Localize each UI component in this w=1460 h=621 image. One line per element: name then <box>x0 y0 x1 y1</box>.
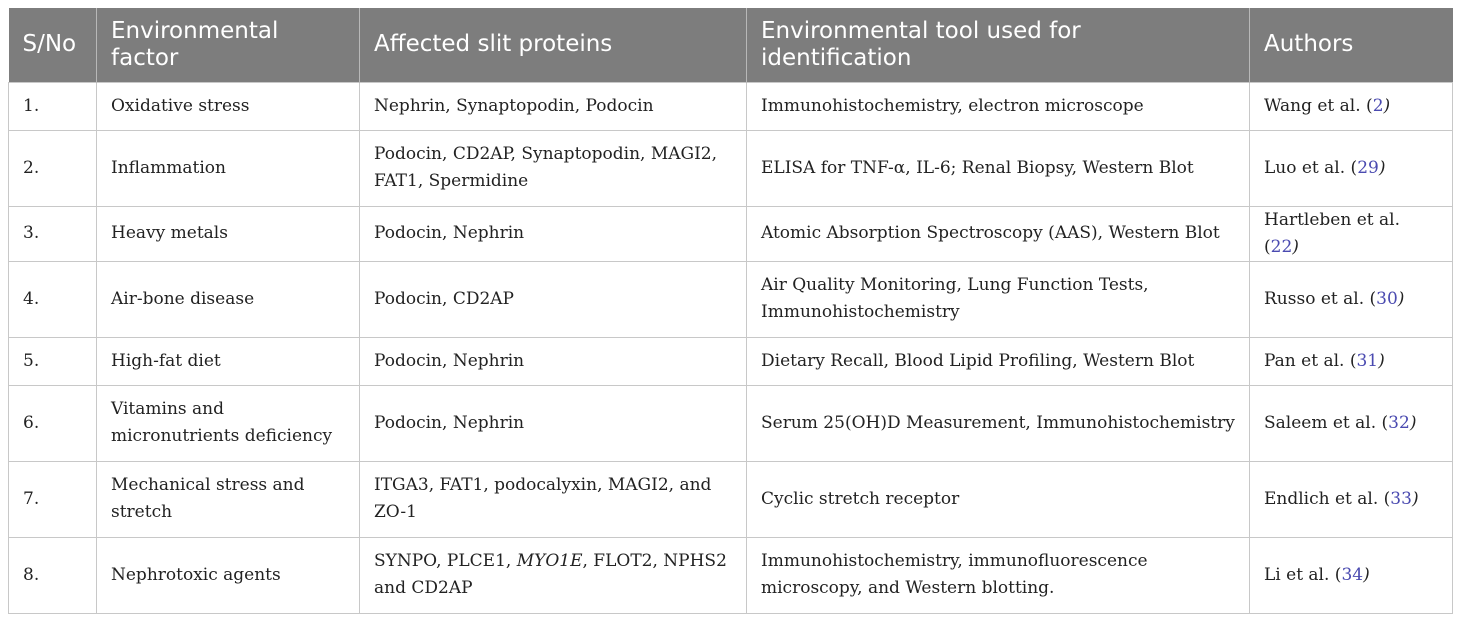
data-table <box>8 8 1453 614</box>
table-row <box>9 261 1453 337</box>
table-row <box>9 206 1453 261</box>
header-row <box>9 8 1453 82</box>
cell-sno: 7. <box>9 461 97 537</box>
close-paren: ) <box>1397 288 1405 309</box>
reference-link[interactable]: 31 <box>1356 350 1379 371</box>
cell-sno: 5. <box>9 337 97 385</box>
cell-proteins: Podocin, Nephrin <box>360 385 747 461</box>
table-row <box>9 82 1453 130</box>
cell-factor: Heavy metals <box>97 206 360 261</box>
cell-factor: Vitamins and micronutrients deficiency <box>97 385 360 461</box>
cell-proteins: Podocin, Nephrin <box>360 337 747 385</box>
author-name: Endlich et al. ( <box>1264 488 1391 509</box>
author-name: Russo et al. ( <box>1264 288 1377 309</box>
protein-italic-text: MYO1E <box>516 551 583 571</box>
close-paren: ) <box>1411 488 1419 509</box>
cell-factor: Mechanical stress and stretch <box>97 461 360 537</box>
close-paren: ) <box>1409 412 1417 433</box>
reference-link[interactable]: 2 <box>1372 95 1384 116</box>
close-paren: ) <box>1383 95 1391 116</box>
cell-author <box>1250 206 1453 261</box>
cell-tool: Serum 25(OH)D Measurement, Immunohistochemistry <box>747 385 1250 461</box>
reference-link[interactable]: 32 <box>1388 412 1410 433</box>
cell-author <box>1250 261 1453 337</box>
table-row <box>9 537 1453 613</box>
cell-factor: Air-bone disease <box>97 261 360 337</box>
cell-tool: Immunohistochemistry, electron microscope <box>747 82 1250 130</box>
cell-tool: Atomic Absorption Spectroscopy (AAS), Western Blot <box>747 206 1250 261</box>
cell-tool: Cyclic stretch receptor <box>747 461 1250 537</box>
cell-proteins: Nephrin, Synaptopodin, Podocin <box>360 82 747 130</box>
cell-factor: Inflammation <box>97 130 360 206</box>
reference-link[interactable]: 33 <box>1390 488 1412 509</box>
cell-tool: Dietary Recall, Blood Lipid Profiling, Western Blot <box>747 337 1250 385</box>
cell-sno: 3. <box>9 206 97 261</box>
reference-link[interactable]: 29 <box>1357 157 1379 178</box>
cell-author <box>1250 537 1453 613</box>
header-sno: S/No <box>9 8 97 82</box>
reference-link[interactable]: 34 <box>1341 564 1364 585</box>
reference-link[interactable]: 22 <box>1270 236 1293 257</box>
header-environmental-factor: Environmental factor <box>97 8 360 82</box>
cell-factor: Oxidative stress <box>97 82 360 130</box>
protein-text: SYNPO, PLCE1, <box>374 551 517 571</box>
author-name: Li et al. ( <box>1264 564 1342 585</box>
cell-tool: Immunohistochemistry, immunofluorescence microscopy, and Western blotting. <box>747 537 1250 613</box>
cell-author <box>1250 461 1453 537</box>
cell-author <box>1250 130 1453 206</box>
author-name: Pan et al. ( <box>1264 350 1357 371</box>
cell-proteins: Podocin, CD2AP, Synaptopodin, MAGI2, FAT1, Spermidine <box>360 130 747 206</box>
table-row <box>9 130 1453 206</box>
table-row <box>9 337 1453 385</box>
cell-proteins: ITGA3, FAT1, podocalyxin, MAGI2, and ZO-1 <box>360 461 747 537</box>
cell-author <box>1250 337 1453 385</box>
header-affected-slit-proteins: Affected slit proteins <box>360 8 747 82</box>
close-paren: ) <box>1378 157 1386 178</box>
header-environmental-tool: Environmental tool used for identification <box>747 8 1250 82</box>
cell-proteins: Podocin, Nephrin <box>360 206 747 261</box>
close-paren: ) <box>1363 564 1370 585</box>
author-name: Hartleben et al. ( <box>1264 209 1400 257</box>
author-name: Saleem et al. ( <box>1264 412 1389 433</box>
protein-text: , FLOT2, NPHS2 and CD2AP <box>374 551 727 598</box>
table-row <box>9 385 1453 461</box>
cell-sno: 6. <box>9 385 97 461</box>
author-name: Luo et al. ( <box>1264 157 1358 178</box>
cell-sno: 2. <box>9 130 97 206</box>
cell-author <box>1250 385 1453 461</box>
cell-author <box>1250 82 1453 130</box>
cell-sno: 8. <box>9 537 97 613</box>
cell-sno: 4. <box>9 261 97 337</box>
cell-tool: Air Quality Monitoring, Lung Function Tests, Immunohistochemistry <box>747 261 1250 337</box>
table-row <box>9 461 1453 537</box>
cell-proteins <box>360 537 747 613</box>
author-name: Wang et al. ( <box>1264 95 1373 116</box>
header-authors: Authors <box>1250 8 1453 82</box>
cell-proteins: Podocin, CD2AP <box>360 261 747 337</box>
reference-link[interactable]: 30 <box>1376 288 1398 309</box>
close-paren: ) <box>1292 236 1299 257</box>
close-paren: ) <box>1378 350 1385 371</box>
cell-tool: ELISA for TNF-α, IL-6; Renal Biopsy, Western Blot <box>747 130 1250 206</box>
cell-factor: Nephrotoxic agents <box>97 537 360 613</box>
cell-sno: 1. <box>9 82 97 130</box>
cell-factor: High-fat diet <box>97 337 360 385</box>
